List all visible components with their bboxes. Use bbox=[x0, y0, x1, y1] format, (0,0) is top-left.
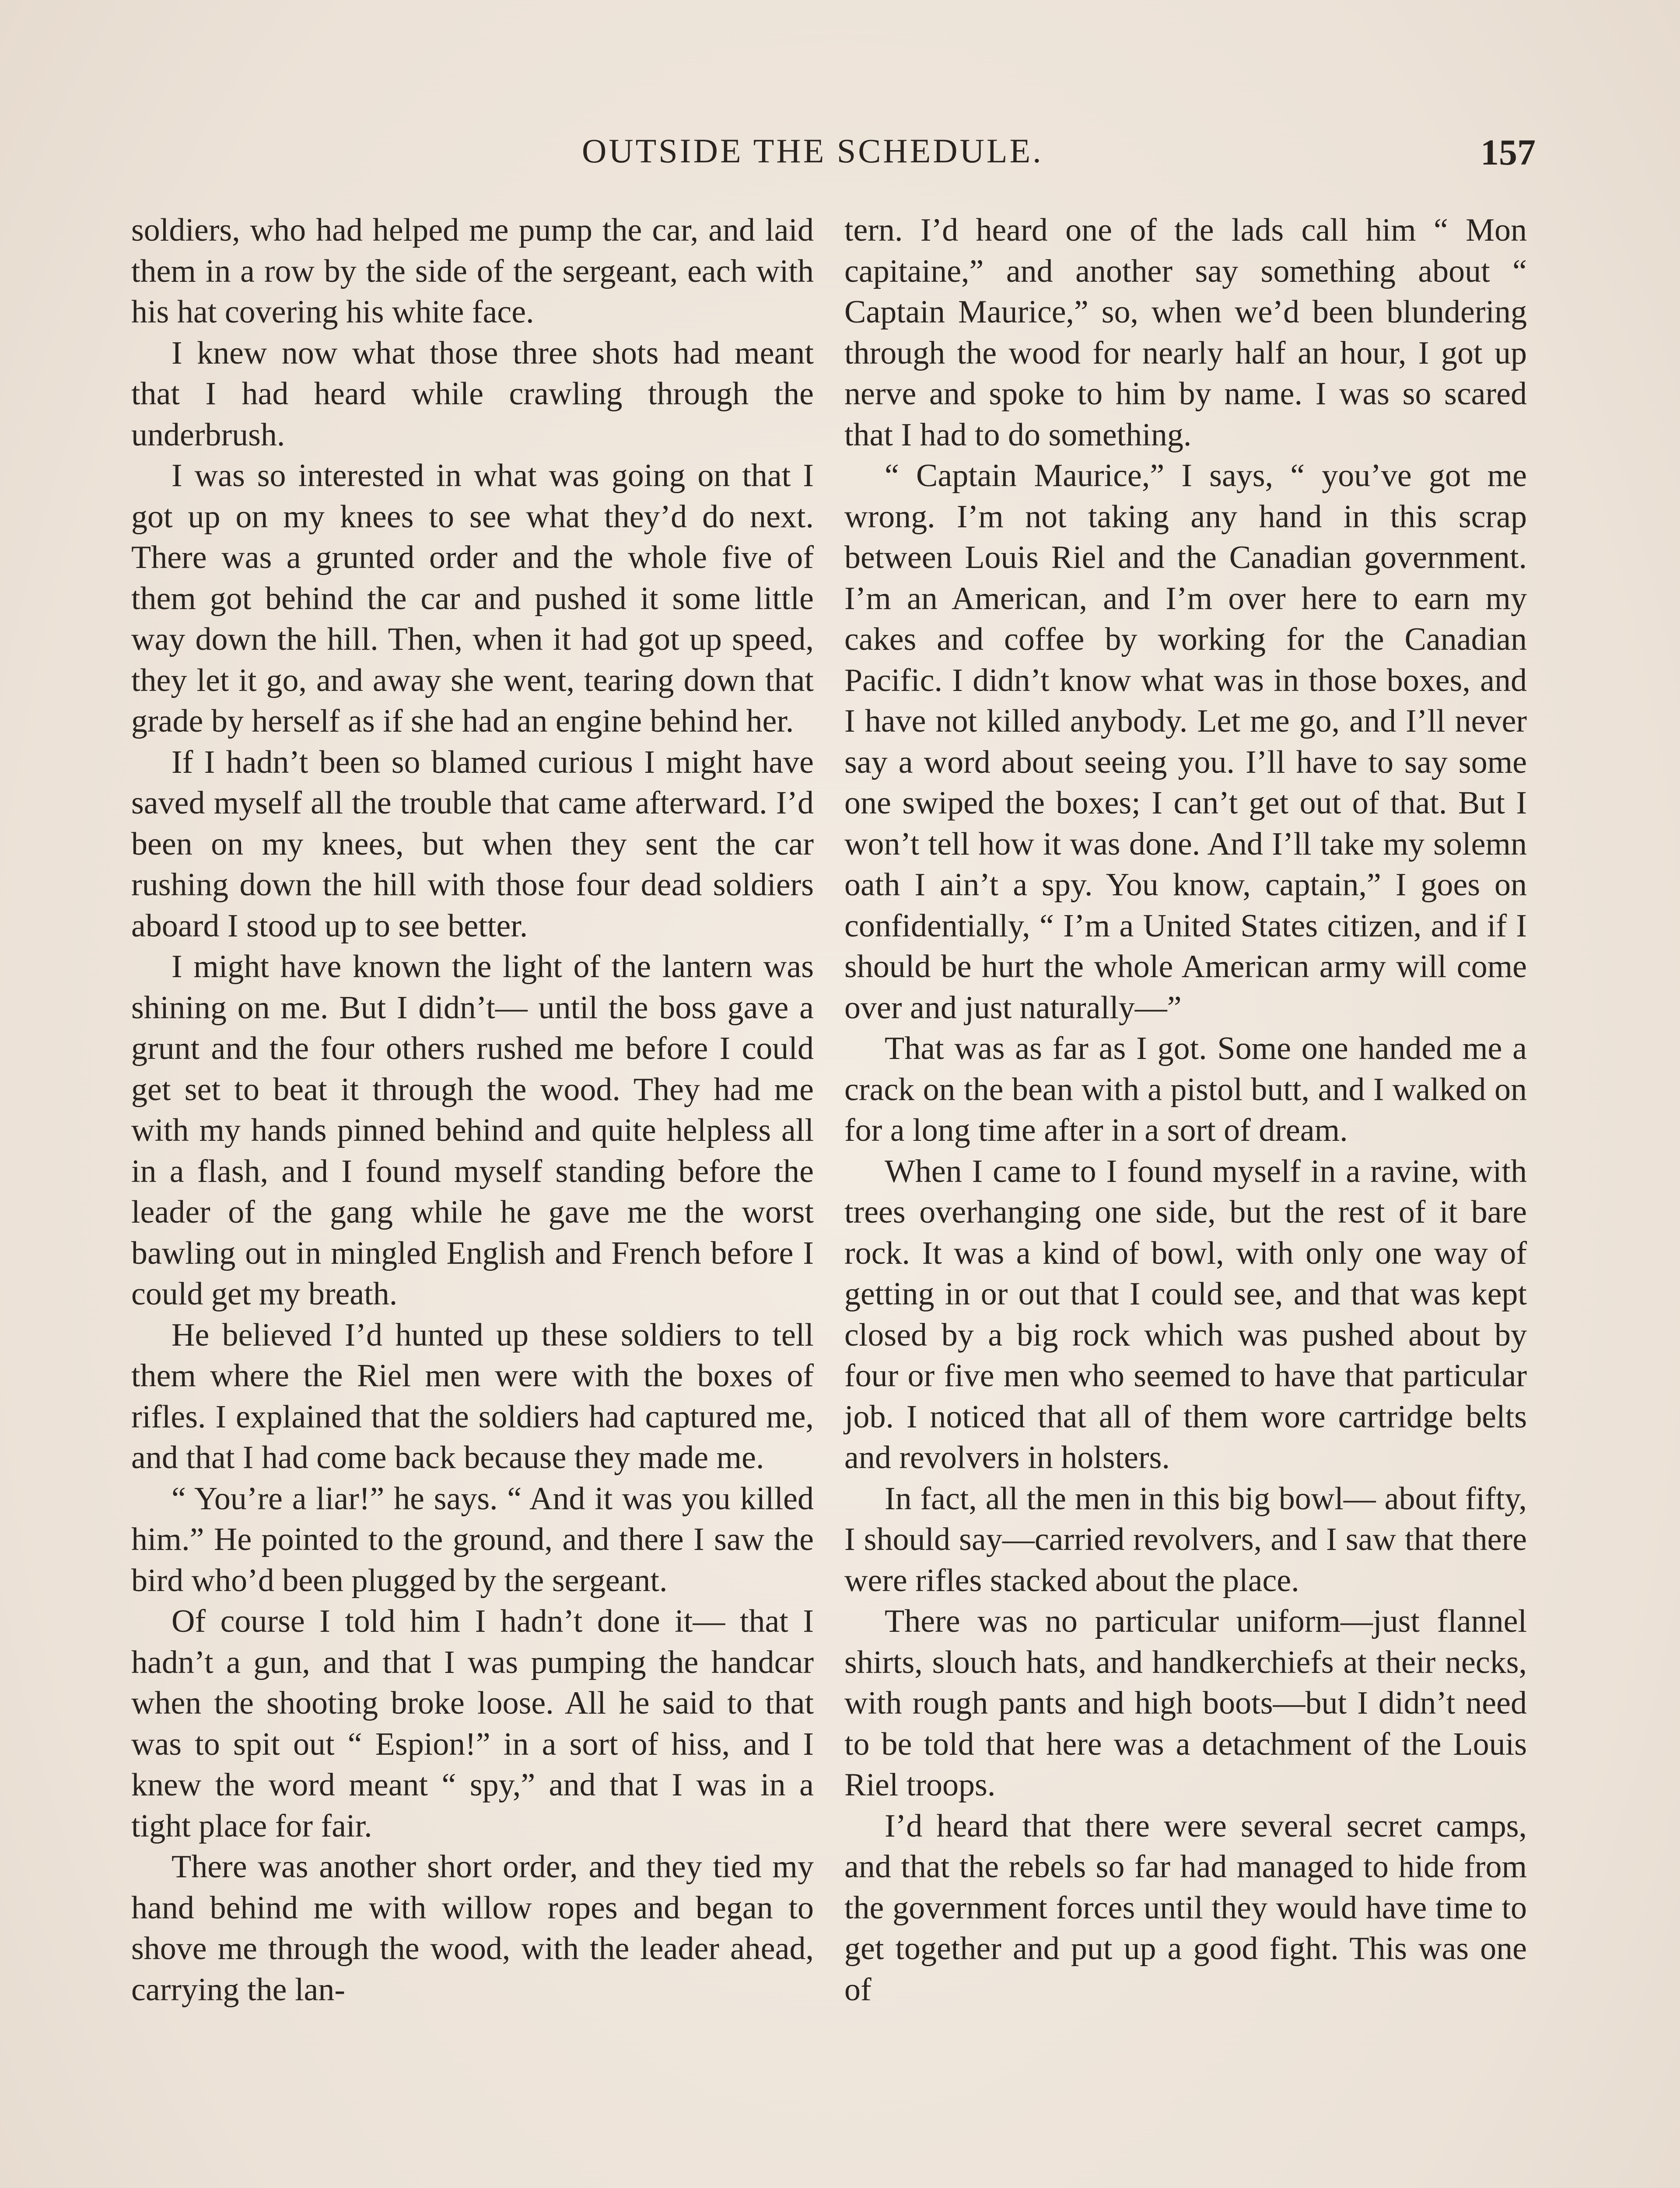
page-header bbox=[0, 131, 1680, 184]
paragraph: If I hadn’t been so blamed curious I might have saved myself all the trouble that came afterward. I’d been on my knees, but when they sent the car rushing down the hill with those four dead soldiers aboard I stood up to see better. bbox=[131, 744, 814, 944]
paragraph: I knew now what those three shots had meant that I had heard while crawling through the underbrush. bbox=[131, 335, 814, 453]
paragraph: He believed I’d hunted up these soldiers to tell them where the Riel men were with the boxes of rifles. I explained that the soldiers had captured me, and that I had come back because they made me. bbox=[131, 1317, 814, 1476]
paragraph: In fact, all the men in this big bowl— about fifty, I should say—carried revolvers, and I saw that there were rifles stacked about the place. bbox=[844, 1480, 1527, 1599]
page-number: 157 bbox=[1480, 132, 1536, 173]
paragraph: I was so interested in what was going on that I got up on my knees to see what they’d do next. There was a grunted order and the whole five of them got behind the car and pushed it some little way down the hill. Then, when it had got up speed, they let it go, and away she went, tearing down that grade by herself as if she had an engine behind her. bbox=[131, 458, 814, 739]
paragraph: Of course I told him I hadn’t done it— that I hadn’t a gun, and that I was pumping the handcar when the shooting broke loose. All he said to that was to spit out “ Espion!” in a sort of hiss, and I knew the word meant “ spy,” and that I was in a tight place for fair. bbox=[131, 1603, 814, 1844]
paragraph: There was another short order, and they tied my hand behind me with willow ropes and began to shove me through the wood, with the leader ahead, carrying the lan- bbox=[131, 1849, 814, 2008]
running-head: OUTSIDE THE SCHEDULE. bbox=[582, 132, 1043, 170]
paragraph: When I came to I found myself in a ravine, with trees overhanging one side, but the rest of it bare rock. It was a kind of bowl, with only one way of getting in or out that I could see, and that was kept closed by a big rock which was pushed about by four or five men who seemed to have that particular job. I noticed that all of them wore cartridge belts and revolvers in holsters. bbox=[844, 1153, 1527, 1476]
left-text-column bbox=[131, 210, 814, 2010]
paragraph: “ You’re a liar!” he says. “ And it was you killed him.” He pointed to the ground, and there I saw the bird who’d been plugged by the sergeant. bbox=[131, 1480, 814, 1599]
paragraph: There was no particular uniform—just flannel shirts, slouch hats, and handkerchiefs at their necks, with rough pants and high boots—but I didn’t need to be told that here was a detachment of the Louis Riel troops. bbox=[844, 1603, 1527, 1803]
paragraph: “ Captain Maurice,” I says, “ you’ve got me wrong. I’m not taking any hand in this scrap between Louis Riel and the Canadian government. I’m an American, and I’m over here to earn my cakes and coffee by working for the Canadian Pacific. I didn’t know what was in those boxes, and I have not killed anybody. Let me go, and I’ll never say a word about seeing you. I’ll have to say some one swiped the boxes; I can’t get out of that. But I won’t tell how it was done. And I’ll take my solemn oath I ain’t a spy. You know, captain,” I goes on confidentially, “ I’m a United States citizen, and if I should be hurt the whole American army will come over and just naturally—” bbox=[844, 458, 1527, 1026]
paragraph: That was as far as I got. Some one handed me a crack on the bean with a pistol butt, and I walked on for a long time after in a sort of dream. bbox=[844, 1031, 1527, 1148]
paragraph: tern. I’d heard one of the lads call him “ Mon capitaine,” and another say something about “ Captain Maurice,” so, when we’d been blundering through the wood for nearly half an hour, I got up nerve and spoke to him by name. I was so scared that I had to do something. bbox=[844, 212, 1527, 453]
right-text-column bbox=[844, 210, 1527, 2010]
paragraph: I’d heard that there were several secret camps, and that the rebels so far had managed to hide from the government forces until they would have time to get together and put up a good fight. This was one of bbox=[844, 1808, 1527, 2008]
paragraph: soldiers, who had helped me pump the car, and laid them in a row by the side of the sergeant, each with his hat covering his white face. bbox=[131, 212, 814, 330]
paragraph: I might have known the light of the lantern was shining on me. But I didn’t— until the boss gave a grunt and the four others rushed me before I could get set to beat it through the wood. They had me with my hands pinned behind and quite helpless all in a flash, and I found myself standing before the leader of the gang while he gave me the worst bawling out in mingled English and French before I could get my breath. bbox=[131, 949, 814, 1312]
